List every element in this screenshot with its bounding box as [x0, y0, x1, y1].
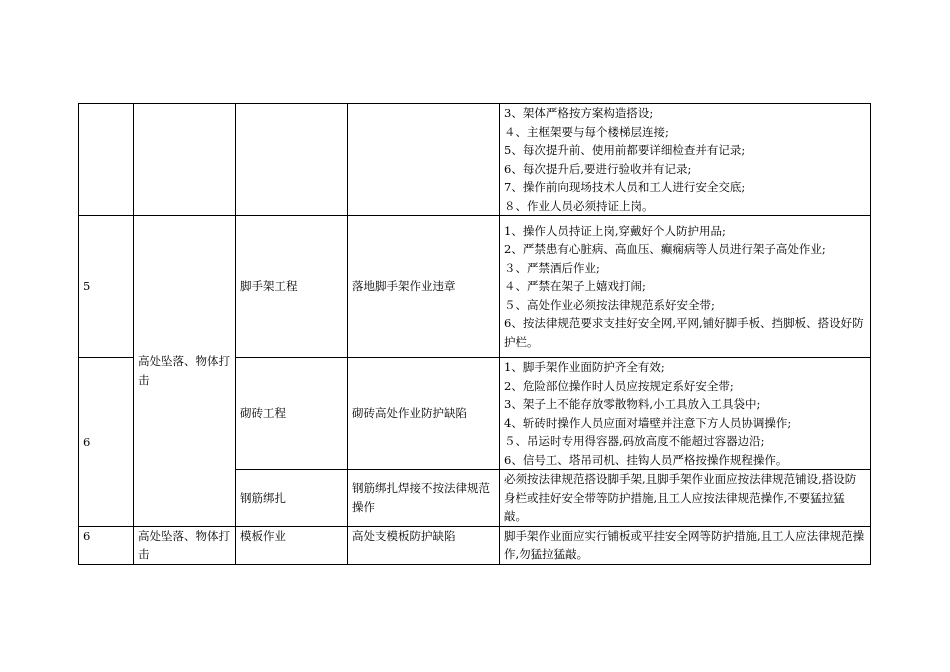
hazard-cell: 钢筋绑扎焊接不按法律规范操作 — [348, 470, 500, 527]
table-row — [79, 216, 871, 358]
project-cell: 砌砖工程 — [236, 358, 348, 470]
measure-item: ５、高处作业必须按法律规范系好安全带; — [504, 297, 715, 312]
project-cell: 脚手架工程 — [236, 216, 348, 358]
hazard-table — [78, 103, 871, 565]
measure-item: ４、严禁在架子上嬉戏打闹; — [504, 279, 646, 294]
project-cell: 钢筋绑扎 — [236, 470, 348, 527]
measure-item: 5、每次提升前、使用前都要详细检查并有记录; — [504, 143, 746, 157]
hazard-cell — [348, 104, 500, 216]
measures-cell — [500, 216, 871, 358]
table-row — [79, 526, 871, 564]
measure-item: 3、架体严格按方案构造搭设; — [504, 106, 654, 120]
hazard-cell: 砌砖高处作业防护缺陷 — [348, 358, 500, 470]
measure-item: 6、信号工、塔吊司机、挂钩人员严格按操作规程操作。 — [504, 452, 788, 467]
project-cell: 模板作业 — [236, 526, 348, 564]
table-row — [79, 104, 871, 216]
hazard-cell: 落地脚手架作业违章 — [348, 216, 500, 358]
hazard-type-cell: 高处坠落、物体打击 — [134, 526, 236, 564]
measures-cell — [500, 526, 871, 564]
hazard-type-cell: 高处坠落、物体打击 — [134, 216, 236, 527]
measure-item: ４、主框架要与每个楼梯层连接; — [504, 124, 669, 139]
measures-cell — [500, 358, 871, 470]
measure-item: 1、操作人员持证上岗,穿戴好个人防护用品; — [504, 223, 726, 238]
measure-item: 1、脚手架作业面防护齐全有效; — [504, 360, 665, 374]
project-cell — [236, 104, 348, 216]
measure-item: ８、作业人员必须持证上岗。 — [504, 198, 654, 213]
measures-cell — [500, 470, 871, 527]
measure-item: 4、斩砖时操作人员应面对墙壁并注意下方人员协调操作; — [504, 415, 792, 430]
number-cell: 6 — [79, 526, 134, 564]
measure-item: ３、严禁酒后作业; — [504, 260, 600, 275]
measure-item: 必须按法律规范搭设脚手架,且脚手架作业面应按法律规范铺设,搭设防身栏或挂好安全带等防护措施,且工人应按法律规范操作,不要猛拉猛敲。 — [504, 472, 857, 523]
measure-item: 2、严禁患有心脏病、高血压、癫痫病等人员进行架子高处作业; — [504, 242, 826, 257]
hazard-cell: 高处支模板防护缺陷 — [348, 526, 500, 564]
measure-item: 6、每次提升后,要进行验收并有记录; — [504, 161, 692, 176]
measure-item: 7、操作前向现场技术人员和工人进行安全交底; — [504, 180, 746, 194]
measure-item: 脚手架作业面应实行铺板或平挂安全网等防护措施,且工人应法律规范操作,勿猛拉猛敲。 — [504, 528, 865, 561]
measure-item: 2、危险部位操作时人员应按规定系好安全带; — [504, 378, 734, 393]
number-cell — [79, 104, 134, 216]
number-cell: 6 — [79, 358, 134, 527]
measure-item: ５、吊运时专用得容器,码放高度不能超过容器边沿; — [504, 434, 765, 448]
measure-item: 6、按法律规范要求支挂好安全网,平网,铺好脚手板、挡脚板、搭设好防护栏。 — [504, 316, 864, 349]
measure-item: 3、架子上不能存放零散物料,小工具放入工具袋中; — [504, 397, 761, 411]
measures-cell — [500, 104, 871, 216]
hazard-type-cell — [134, 104, 236, 216]
number-cell: 5 — [79, 216, 134, 358]
